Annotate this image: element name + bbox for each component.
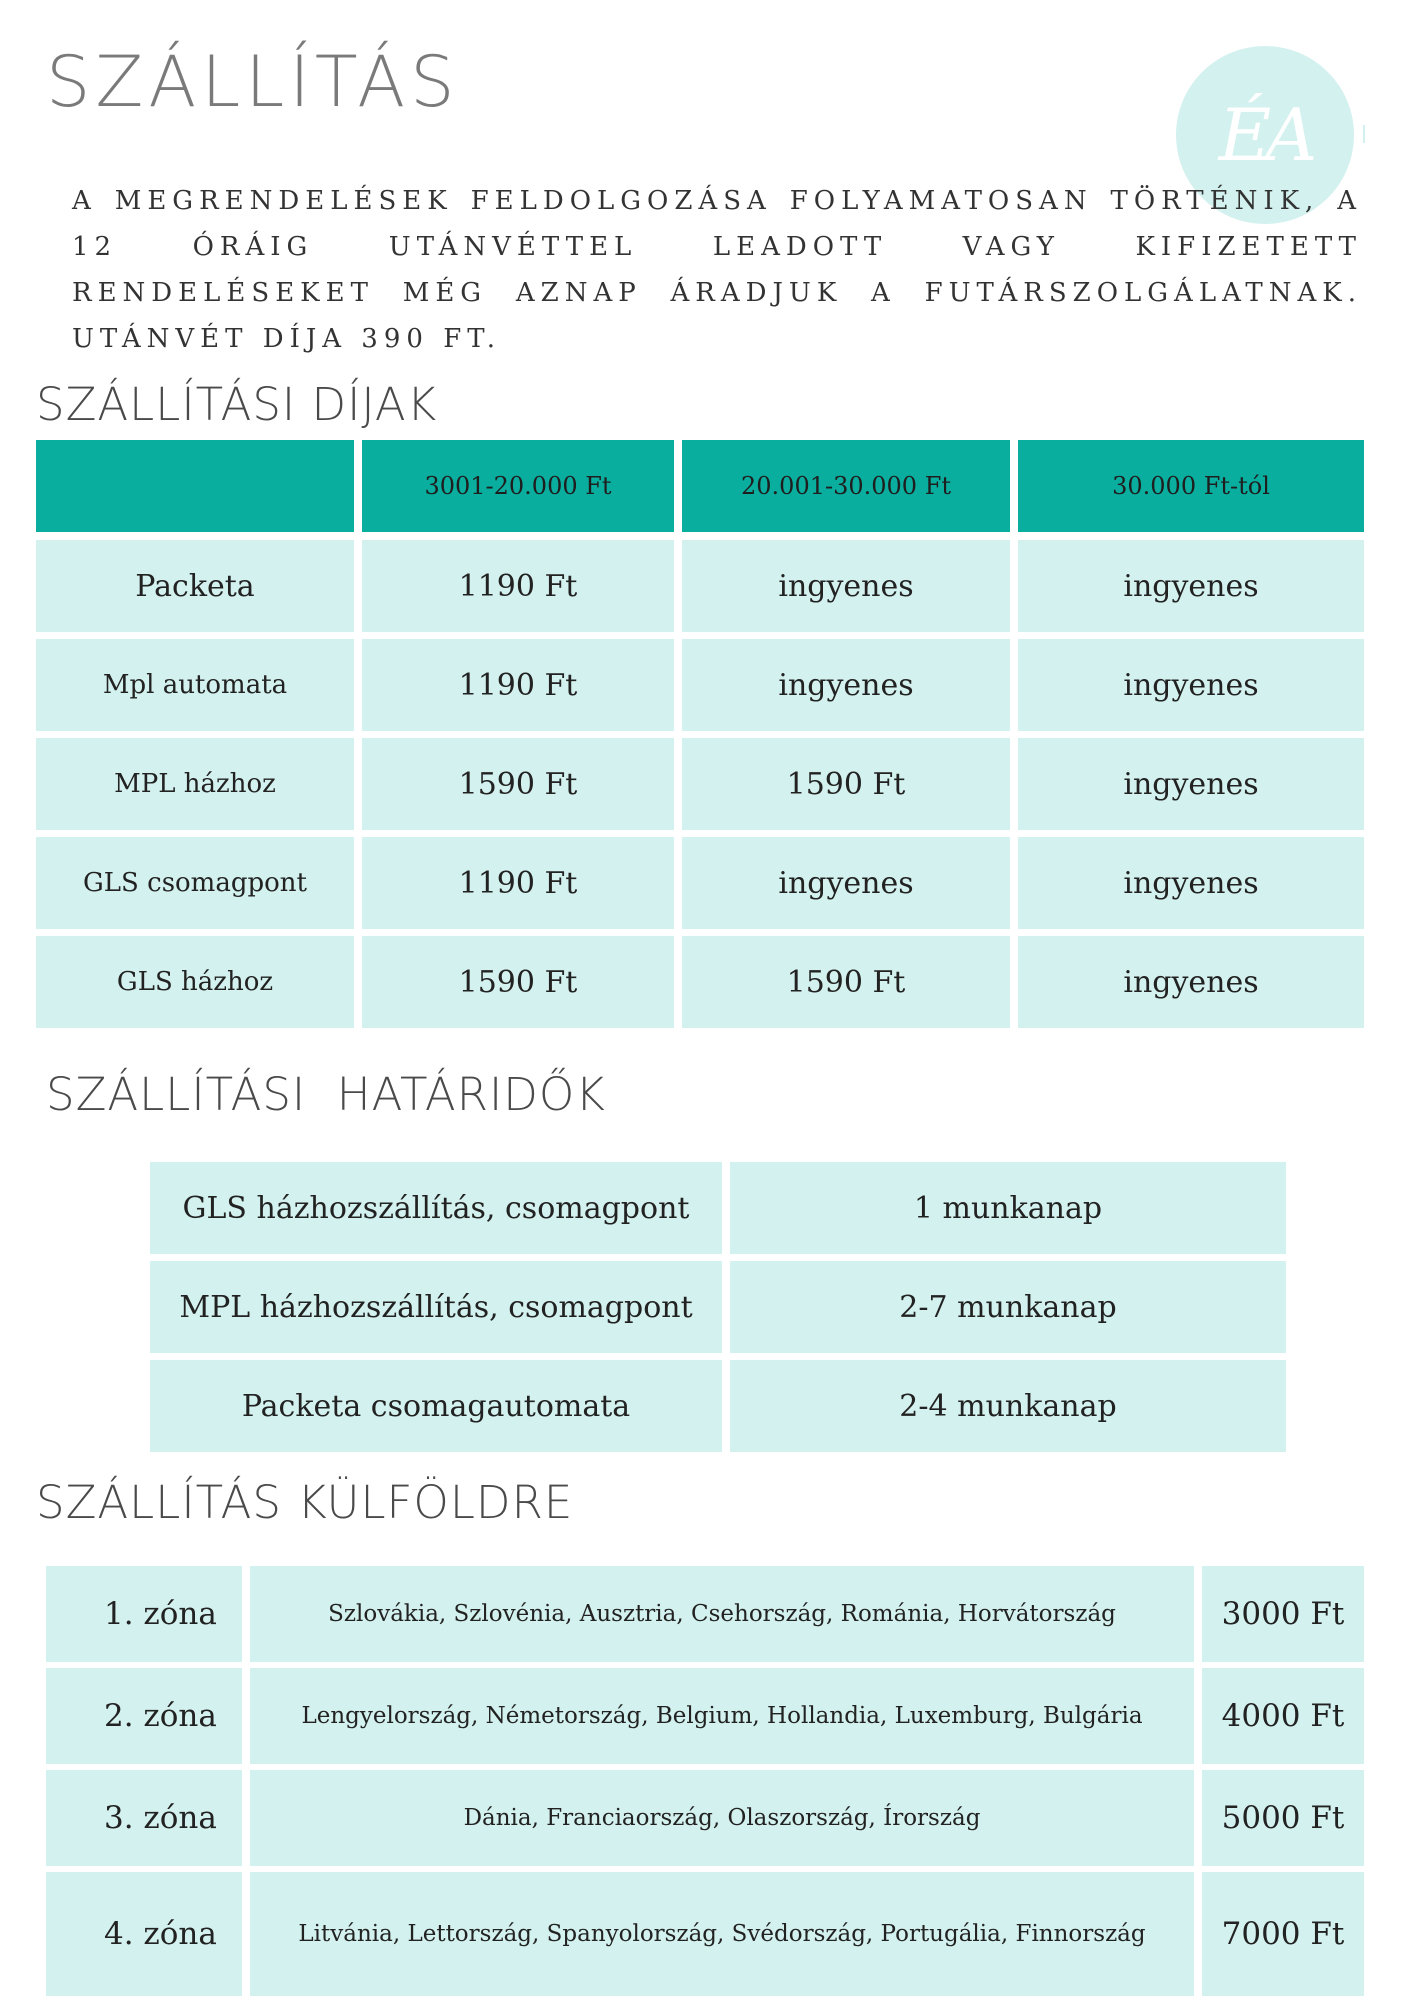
fees-row-price: 1190 Ft	[362, 837, 674, 929]
page-title: SZÁLLÍTÁS	[46, 41, 460, 123]
fees-header-tier-1: 3001-20.000 Ft	[362, 440, 674, 532]
abroad-countries: Szlovákia, Szlovénia, Ausztria, Csehország, Románia, Horvátország	[250, 1566, 1194, 1662]
fees-row-carrier: Packeta	[36, 540, 354, 632]
abroad-zone: 2. zóna	[46, 1668, 242, 1764]
fees-row-price: ingyenes	[1018, 837, 1364, 929]
fees-row-price: 1590 Ft	[682, 738, 1010, 830]
fees-row-carrier: Mpl automata	[36, 639, 354, 731]
deadline-service: MPL házhozszállítás, csomagpont	[150, 1261, 722, 1353]
fees-row-price: ingyenes	[1018, 936, 1364, 1028]
abroad-zone: 3. zóna	[46, 1770, 242, 1866]
fees-row-price: ingyenes	[1018, 738, 1364, 830]
abroad-price: 7000 Ft	[1202, 1872, 1364, 1996]
section-title-abroad: SZÁLLÍTÁS KÜLFÖLDRE	[36, 1476, 574, 1529]
fees-row-price: 1190 Ft	[362, 639, 674, 731]
section-title-fees: SZÁLLÍTÁSI DÍJAK	[36, 378, 438, 431]
fees-row-price: 1590 Ft	[362, 936, 674, 1028]
fees-row-price: ingyenes	[682, 837, 1010, 929]
deadline-duration: 2-4 munkanap	[730, 1360, 1286, 1452]
abroad-price: 3000 Ft	[1202, 1566, 1364, 1662]
section-title-deadlines: SZÁLLÍTÁSI HATÁRIDŐK	[46, 1068, 606, 1121]
abroad-price: 5000 Ft	[1202, 1770, 1364, 1866]
fees-row-price: 1190 Ft	[362, 540, 674, 632]
abroad-countries: Litvánia, Lettország, Spanyolország, Svédország, Portugália, Finnország	[250, 1872, 1194, 1996]
deadline-service: Packeta csomagautomata	[150, 1360, 722, 1452]
fees-row-carrier: MPL házhoz	[36, 738, 354, 830]
fees-row-price: ingyenes	[682, 540, 1010, 632]
fees-header-tier-2: 20.001-30.000 Ft	[682, 440, 1010, 532]
deadline-service: GLS házhozszállítás, csomagpont	[150, 1162, 722, 1254]
abroad-zone: 1. zóna	[46, 1566, 242, 1662]
logo-monogram: ÉA	[1218, 93, 1312, 177]
fees-row-carrier: GLS csomagpont	[36, 837, 354, 929]
fees-header-tier-3: 30.000 Ft-tól	[1018, 440, 1364, 532]
abroad-zone: 4. zóna	[46, 1872, 242, 1996]
fees-row-price: ingyenes	[1018, 540, 1364, 632]
deadline-duration: 1 munkanap	[730, 1162, 1286, 1254]
abroad-price: 4000 Ft	[1202, 1668, 1364, 1764]
fees-row-price: ingyenes	[1018, 639, 1364, 731]
logo-decoration	[1363, 125, 1365, 143]
fees-row-carrier: GLS házhoz	[36, 936, 354, 1028]
intro-paragraph: A MEGRENDELÉSEK FELDOLGOZÁSA FOLYAMATOSAN TÖRTÉNIK, A 12 ÓRÁIG UTÁNVÉTTEL LEADOTT VAGY KIFIZETETT RENDELÉSEKET MÉG AZNAP ÁRADJUK A FUTÁRSZOLGÁLATNAK. UTÁNVÉT DÍJA 390 FT.	[72, 186, 1362, 354]
fees-row-price: 1590 Ft	[682, 936, 1010, 1028]
fees-row-price: 1590 Ft	[362, 738, 674, 830]
fees-header-empty	[36, 440, 354, 532]
deadline-duration: 2-7 munkanap	[730, 1261, 1286, 1353]
fees-row-price: ingyenes	[682, 639, 1010, 731]
abroad-countries: Dánia, Franciaország, Olaszország, Írország	[250, 1770, 1194, 1866]
abroad-countries: Lengyelország, Németország, Belgium, Hollandia, Luxemburg, Bulgária	[250, 1668, 1194, 1764]
